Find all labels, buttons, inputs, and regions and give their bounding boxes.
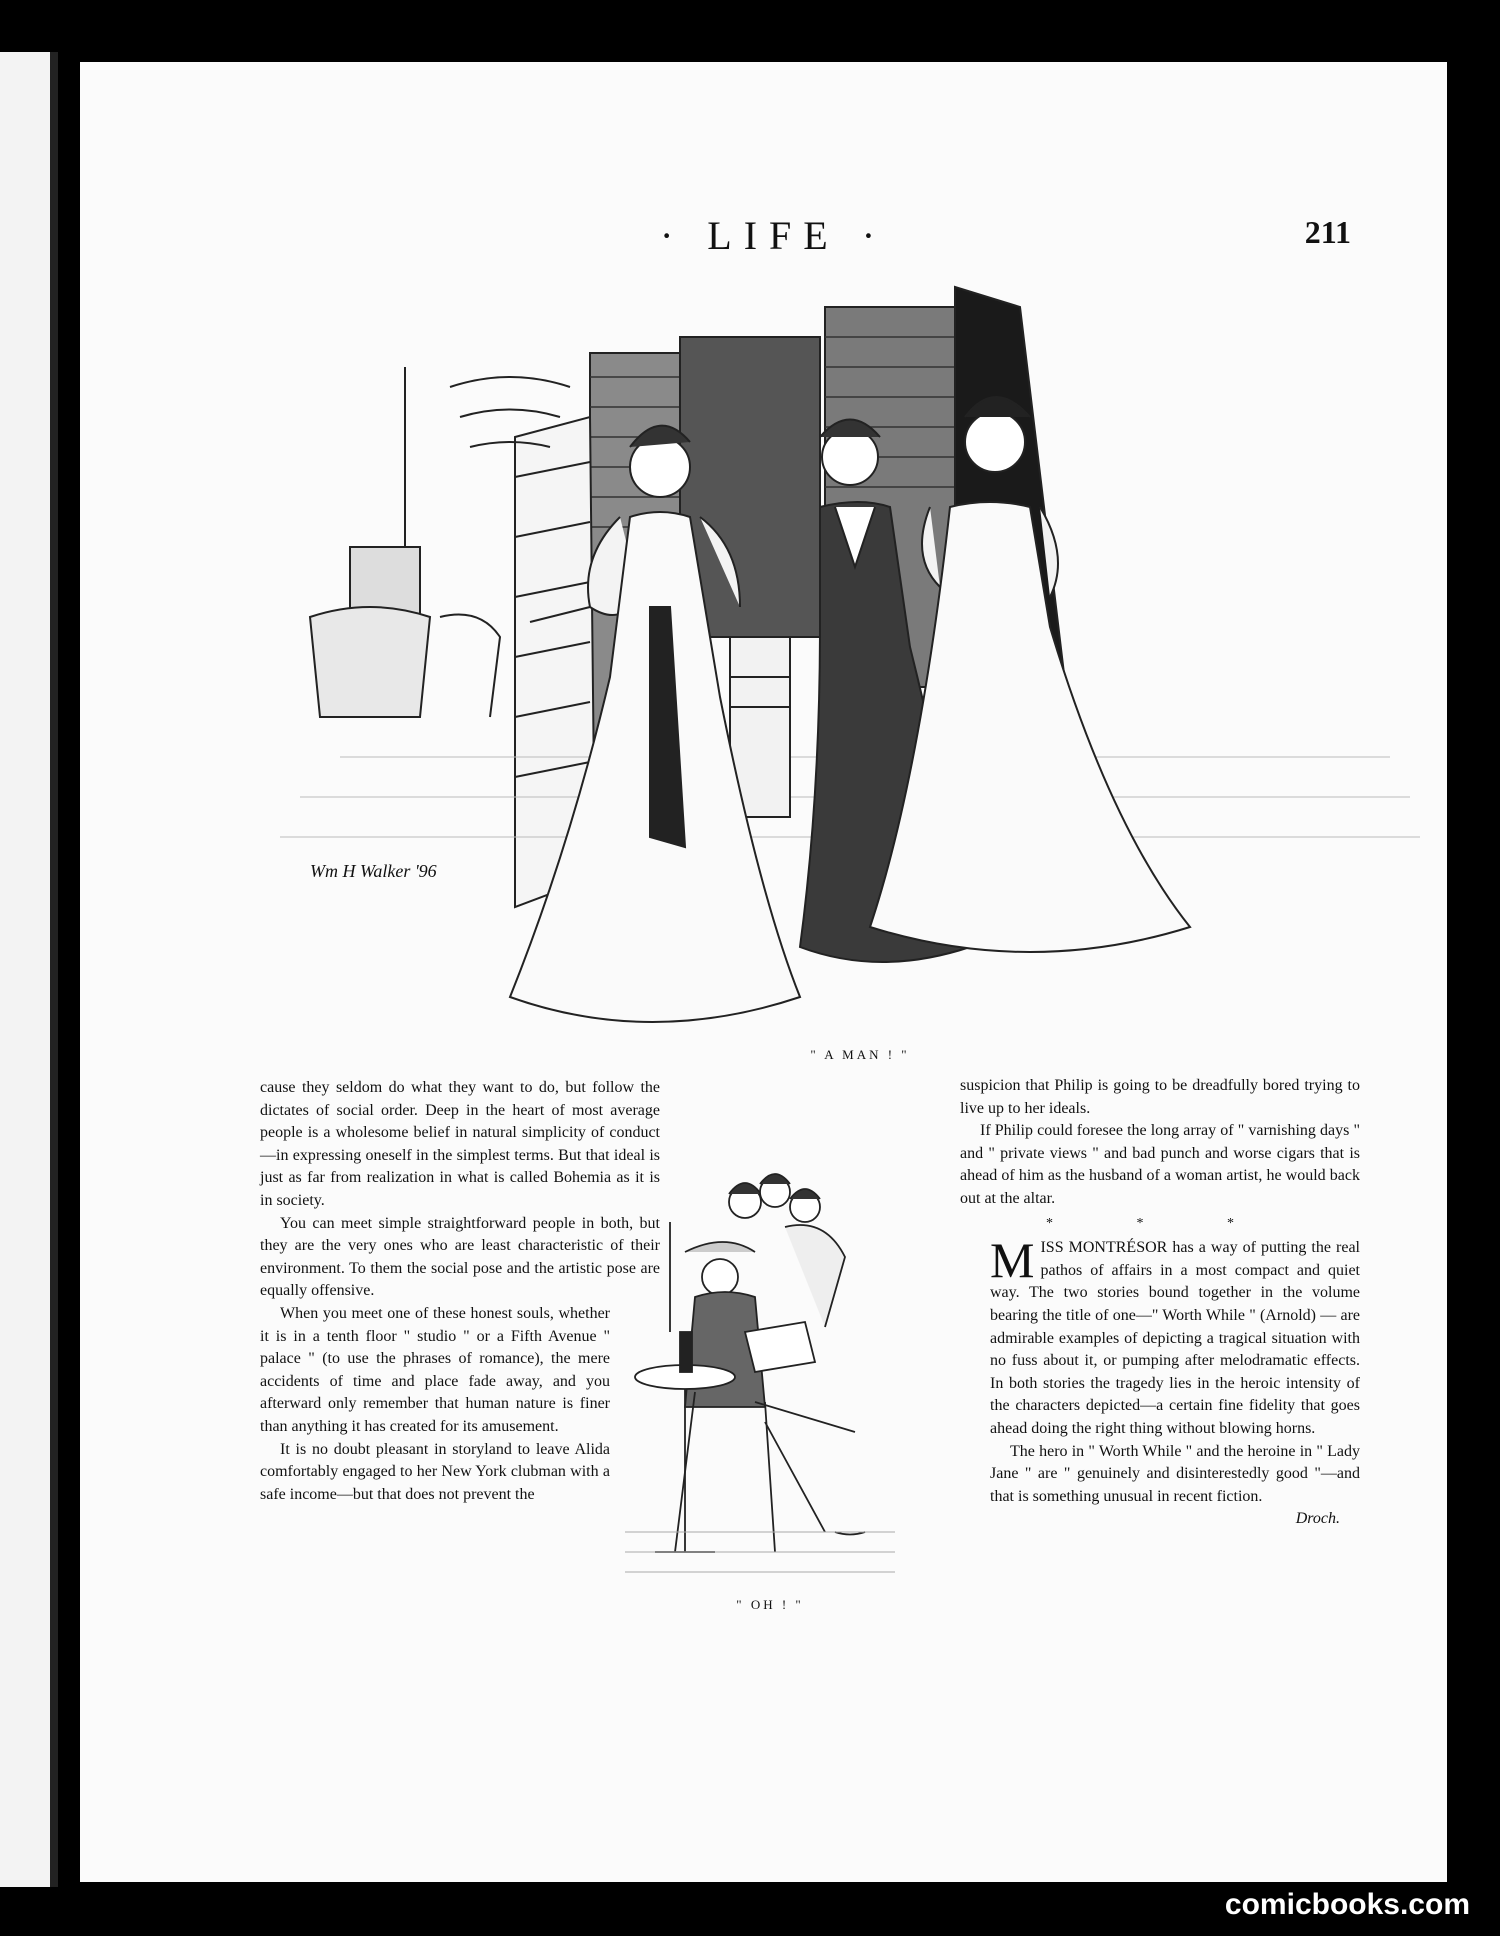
left-paragraph-4: It is no doubt pleasant in storyland to leave Alida comfortably engaged to her New York clubman with a safe income—but that does not prevent the: [260, 1440, 610, 1503]
masthead: · LIFE ·: [659, 213, 888, 258]
page-header: [80, 212, 1447, 272]
left-column: [260, 1077, 660, 1506]
author-signature: Droch.: [1295, 1510, 1340, 1528]
right-paragraph-4: The hero in " Worth While " and the heroine in " Lady Jane " are " genuinely and disinterestedly good "—and that is something unusual in recent fiction.: [990, 1442, 1360, 1505]
facing-page-edge: [0, 52, 58, 1887]
right-paragraph-1: suspicion that Philip is going to be dreadfully bored trying to live up to her ideals.: [960, 1077, 1360, 1117]
paragraph-3-text: has a way of putting the real pathos of affairs in a most compact and quiet way. The two stories bound together in the volume bearing the title of one—" Worth While " (Arnold) — are admirable examples of depicting a tragical situation with no fuss about it, or pumping after melodramatic effects. In both stories the tragedy lies in the heroic intensity of the characters depicted—a certain fine fidelity that goes ahead doing the right thing without blowing horns.: [990, 1239, 1360, 1437]
drop-cap: M: [990, 1232, 1035, 1289]
small-caps-lead: ISS MONTRÉSOR: [1040, 1239, 1168, 1257]
illustration-a-man: [260, 277, 1440, 1087]
caption-a-man: " A MAN ! ": [810, 1047, 910, 1062]
magazine-page: [80, 62, 1447, 1882]
section-break-stars: * * *: [1046, 1215, 1274, 1231]
left-paragraph-1: cause they seldom do what they want to do, but follow the dictates of social order. Deep in the heart of most average people is a wholesome belief in natural simplicity of conduct—in expressing oneself in the simplest terms. But that ideal is just as far from realization in what is called Bohemia as it is in society.: [260, 1079, 660, 1209]
right-column: [960, 1075, 1360, 1531]
watermark: comicbooks.com: [1224, 1888, 1470, 1921]
right-paragraph-2: If Philip could foresee the long array of " varnishing days " and " private views " and bad punch and worse cigars that is ahead of him as the husband of a woman artist, he would back out at the altar.: [960, 1122, 1360, 1207]
caption-oh: " OH ! ": [736, 1597, 804, 1612]
page-number: 211: [1304, 214, 1351, 250]
left-paragraph-3: When you meet one of these honest souls, whether it is in a tenth floor " studio " or a Fifth Avenue " palace " (to use the phrases of romance), the mere accidents of time and place fade away, and you afterward only remember that human nature is finer than anything it has created for its amusement.: [260, 1304, 610, 1435]
right-paragraph-3: [960, 1232, 1360, 1440]
artist-signature: Wm H Walker '96: [310, 861, 437, 881]
left-paragraph-2: You can meet simple straightforward people in both, but they are the very ones who are least characteristic of their environment. To them the social pose and the artistic pose are equally offensive.: [260, 1214, 660, 1300]
gutter-shadow: [50, 52, 58, 1887]
illustration-oh: [625, 1152, 895, 1582]
